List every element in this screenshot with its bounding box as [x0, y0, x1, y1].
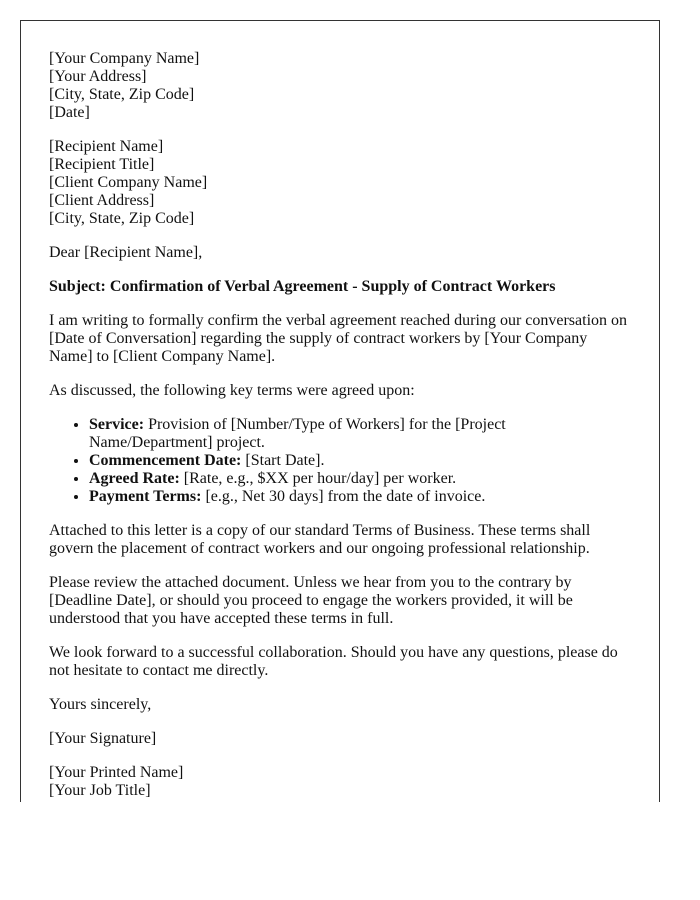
sender-address-block [49, 50, 631, 122]
term-item-commencement-date [89, 452, 631, 470]
attachment-paragraph: Attached to this letter is a copy of our standard Terms of Business. These terms shall govern the placement of contract workers and our ongoing professional relationship. [49, 522, 591, 557]
closing-remark-paragraph: We look forward to a successful collaboration. Should you have any questions, please do not hesitate to contact me directly. [49, 644, 618, 679]
recipient-name: [Recipient Name] [49, 138, 164, 155]
sender-city-state-zip: [City, State, Zip Code] [49, 86, 195, 103]
term-text: [Rate, e.g., $XX per hour/day] per worker. [179, 470, 457, 487]
recipient-address: [Client Address] [49, 192, 155, 209]
review-paragraph: Please review the attached document. Unless we hear from you to the contrary by [Deadline Date], or should you proceed to engage the workers provided, it will be understood that you have accepted these terms in full. [49, 574, 573, 627]
complimentary-close: Yours sincerely, [49, 696, 152, 713]
recipient-city-state-zip: [City, State, Zip Code] [49, 210, 195, 227]
term-text: Provision of [Number/Type of Workers] for the [Project Name/Department] project. [89, 416, 506, 451]
term-label: Payment Terms: [89, 488, 202, 505]
signer-job-title: [Your Job Title] [49, 782, 151, 799]
term-text: [Start Date]. [241, 452, 325, 469]
subject-line: Subject: Confirmation of Verbal Agreement - Supply of Contract Workers [49, 278, 556, 295]
recipient-company-name: [Client Company Name] [49, 174, 208, 191]
term-label: Service: [89, 416, 145, 433]
term-item-service [89, 416, 631, 452]
letter-page [20, 20, 660, 802]
sender-address: [Your Address] [49, 68, 147, 85]
signer-block [49, 764, 631, 800]
term-text: [e.g., Net 30 days] from the date of invoice. [201, 488, 486, 505]
letter-date: [Date] [49, 104, 90, 121]
signer-printed-name: [Your Printed Name] [49, 764, 184, 781]
term-item-agreed-rate [89, 470, 631, 488]
term-label: Agreed Rate: [89, 470, 180, 487]
term-item-payment-terms [89, 488, 631, 506]
term-label: Commencement Date: [89, 452, 242, 469]
intro-paragraph: I am writing to formally confirm the verbal agreement reached during our conversation on [Date of Conversation] regarding the supply of contract workers by [Your Company Name] to [Client Company Name]. [49, 312, 628, 365]
key-terms-list [49, 416, 631, 506]
recipient-title: [Recipient Title] [49, 156, 155, 173]
recipient-address-block [49, 138, 631, 228]
signature-placeholder: [Your Signature] [49, 730, 157, 747]
sender-company-name: [Your Company Name] [49, 50, 200, 67]
terms-intro-paragraph: As discussed, the following key terms were agreed upon: [49, 382, 415, 399]
salutation: Dear [Recipient Name], [49, 244, 203, 261]
